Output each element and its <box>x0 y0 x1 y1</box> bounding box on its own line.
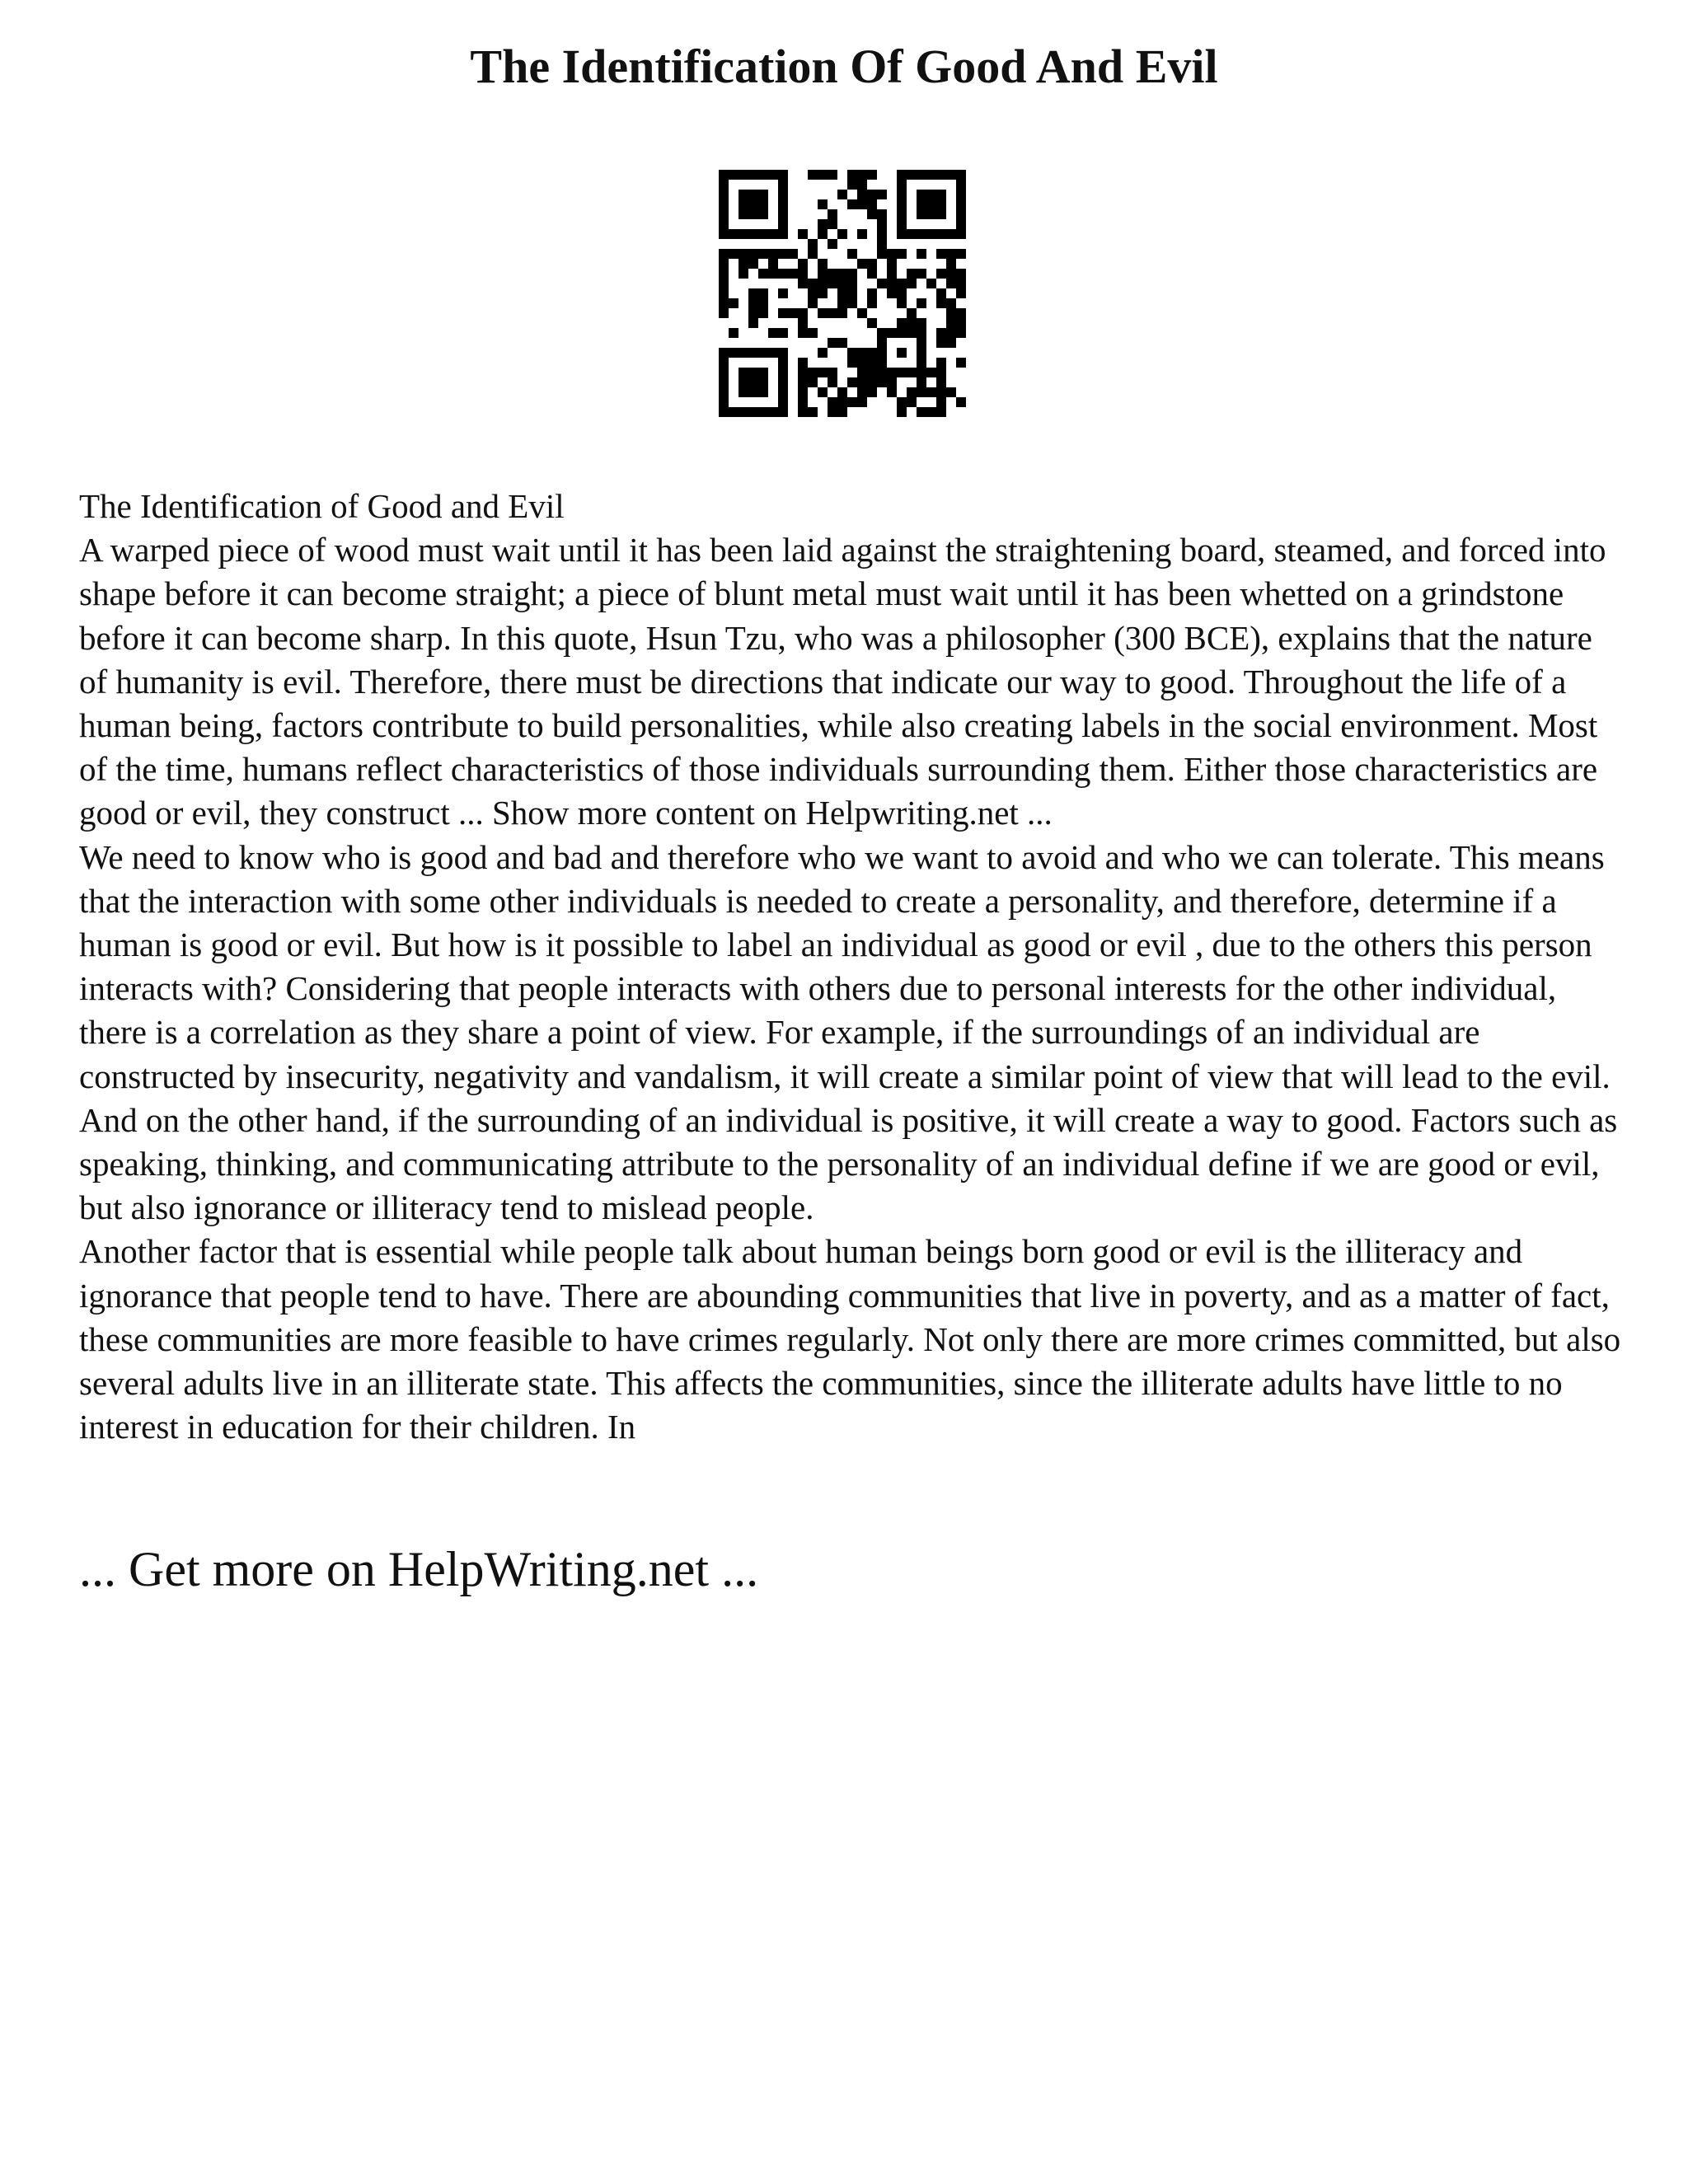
get-more-link[interactable]: ... Get more on HelpWriting.net ... <box>79 1542 759 1596</box>
paragraph: A warped piece of wood must wait until it has been laid against the straightening board, steamed, and forced into shape before it can become straight; a piece of blunt metal must wait until it has been whetted on a grindstone before it can become sharp. In this quote, Hsun Tzu, who was a philosopher (300 BCE), explains that the nature of humanity is evil. Therefore, there must be directions that indicate our way to good. Throughout the life of a human being, factors contribute to build personalities, while also creating labels in the social environment. Most of the time, humans reflect characteristics of those individuals surrounding them. Either those characteristics are good or evil, they construct ... Show more content on Helpwriting.net ... <box>79 531 1606 832</box>
article-heading: The Identification of Good and Evil <box>79 487 565 525</box>
qr-code-icon <box>719 170 966 417</box>
article-body <box>79 485 1629 1449</box>
paragraph: Another factor that is essential while people talk about human beings born good or evil is the illiteracy and ignorance that people tend to have. There are abounding communities that live in poverty, and as a matter of fact, these communities are more feasible to have crimes regularly. Not only there are more crimes committed, but also several adults live in an illiterate state. This affects the communities, since the illiterate adults have little to no interest in education for their children. In <box>79 1232 1621 1446</box>
paragraph: We need to know who is good and bad and therefore who we want to avoid and who we can tolerate. This means that the interaction with some other individuals is needed to create a personality, and therefore, determine if a human is good or evil. But how is it possible to label an individual as good or evil , due to the others this person interacts with? Considering that people interacts with others due to personal interests for the other individual, there is a correlation as they share a point of view. For example, if the surroundings of an individual are constructed by insecurity, negativity and vandalism, it will create a similar point of view that will lead to the evil. And on the other hand, if the surrounding of an individual is positive, it will create a way to good. Factors such as speaking, thinking, and communicating attribute to the personality of an individual define if we are good or evil, but also ignorance or illiteracy tend to mislead people. <box>79 837 1618 1227</box>
page-title: The Identification Of Good And Evil <box>470 40 1218 93</box>
